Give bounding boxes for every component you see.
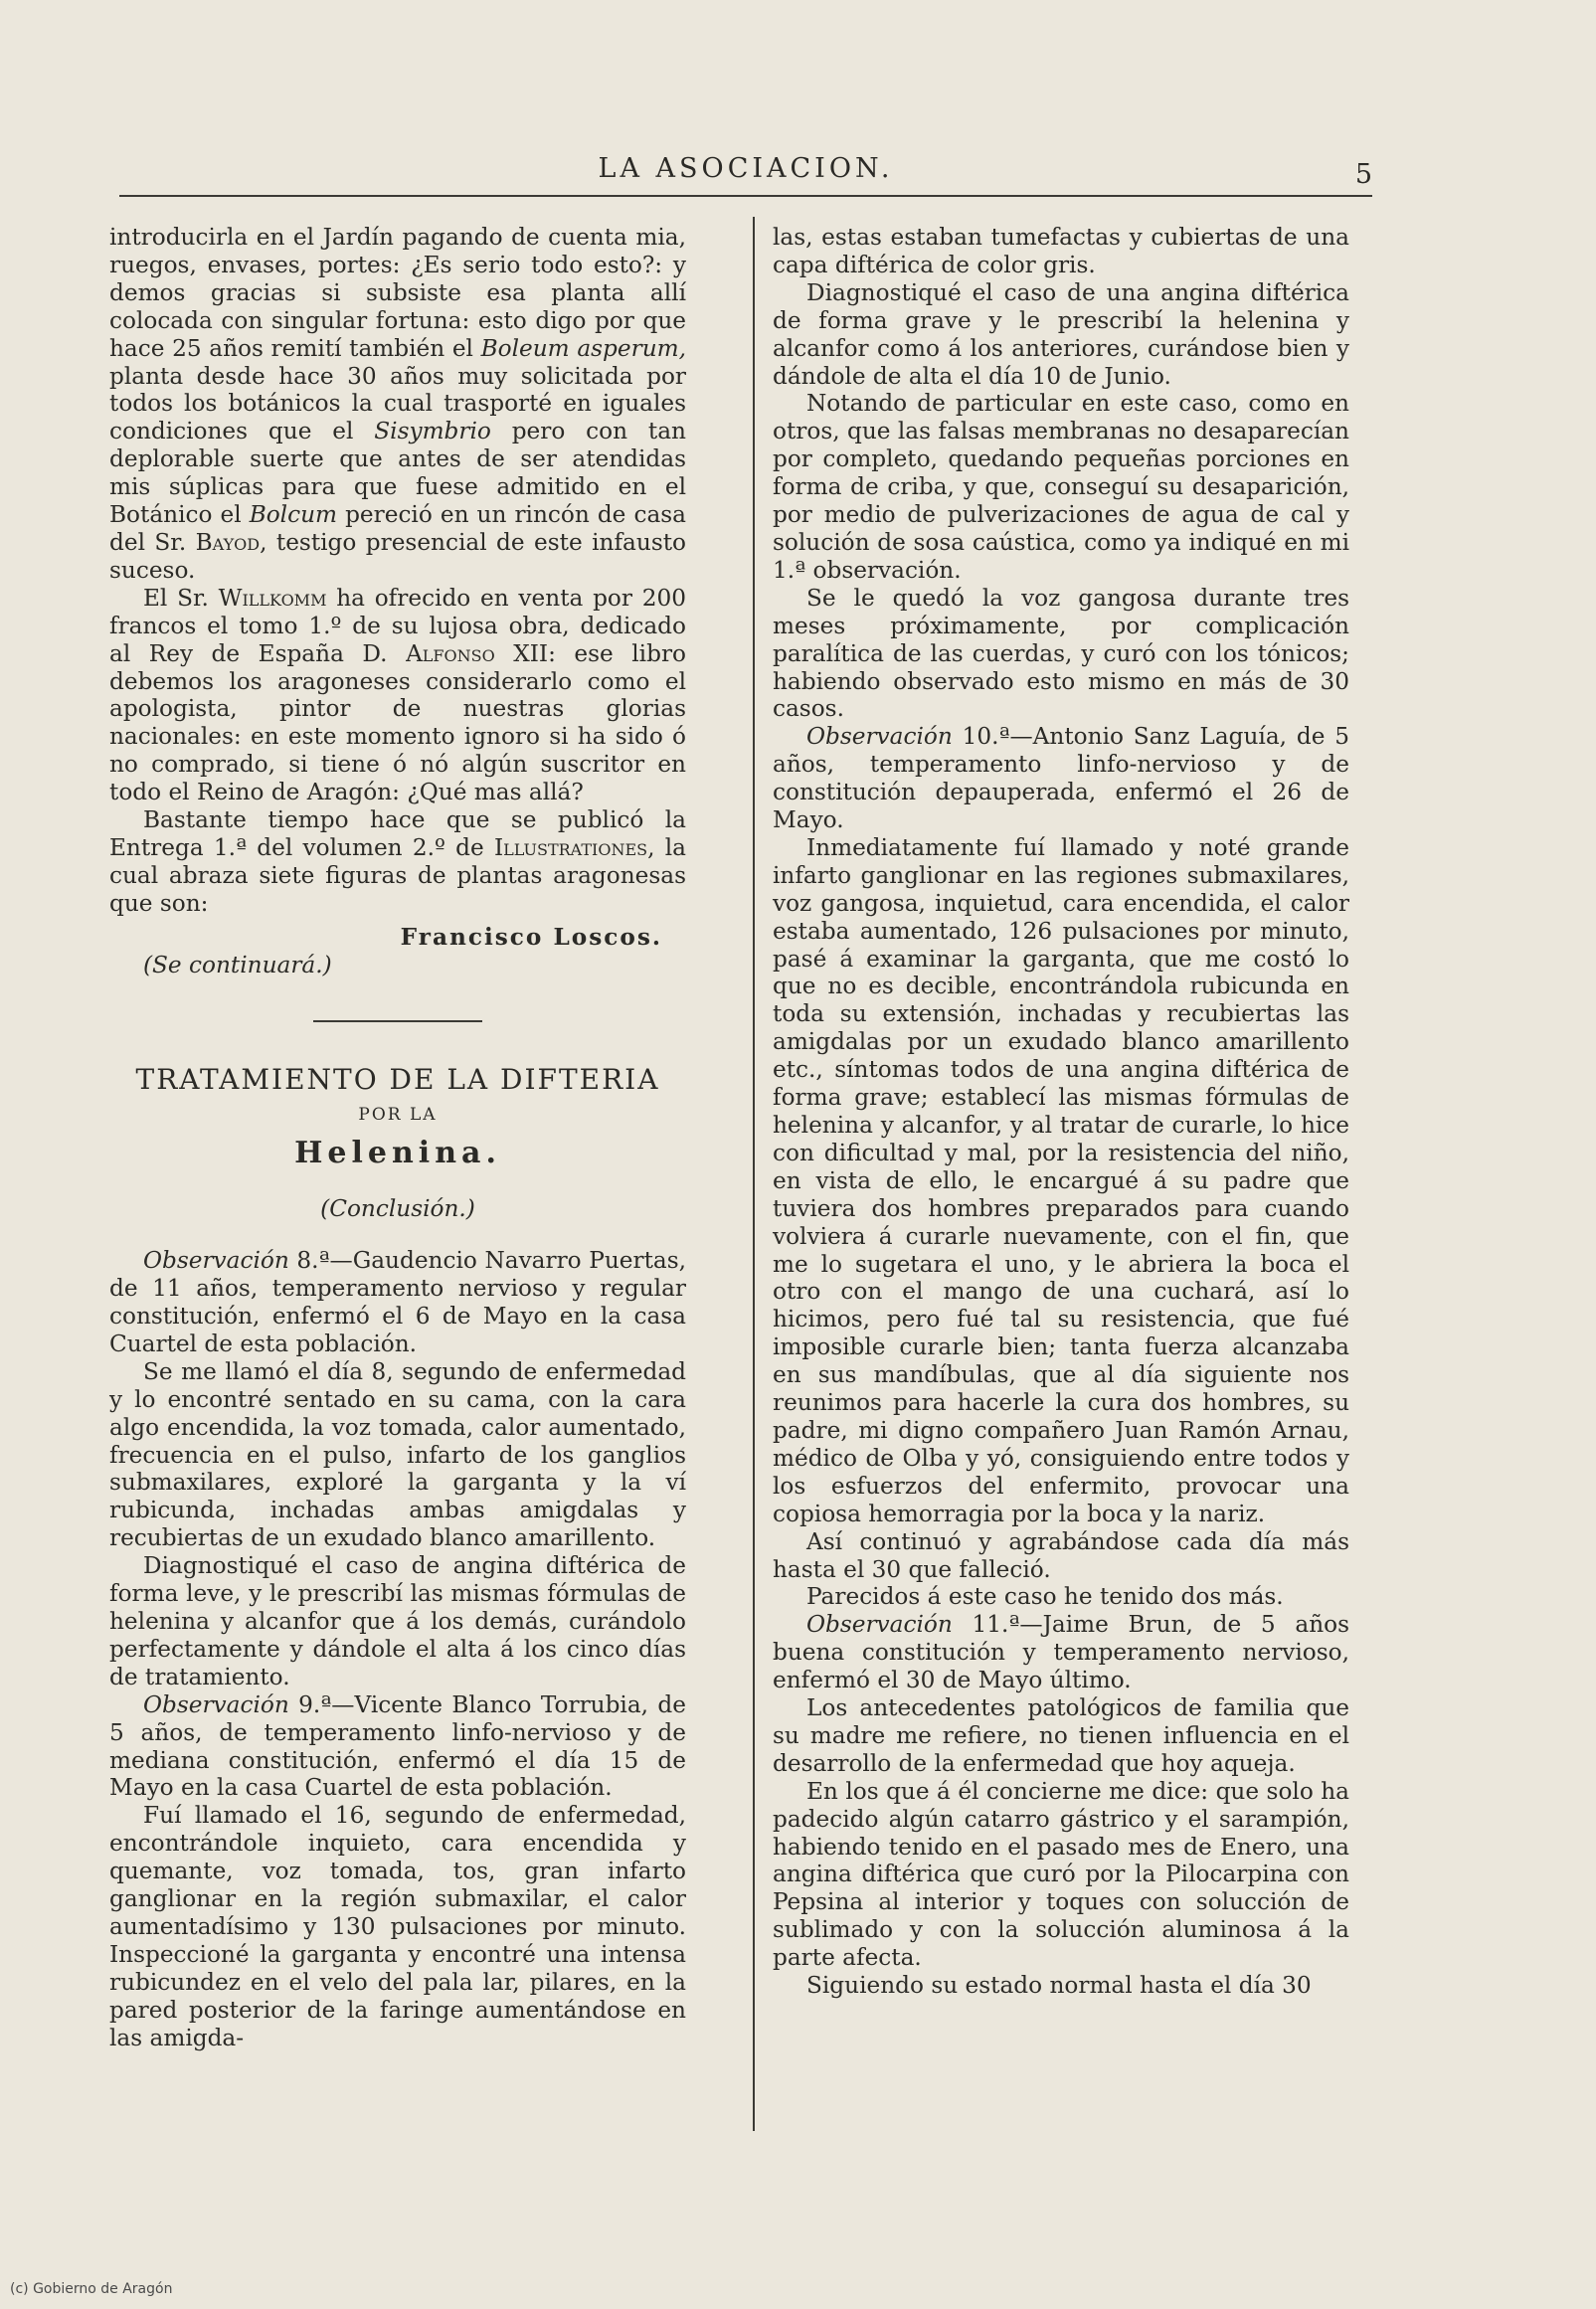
paragraph: Observación 10.ª—Antonio Sanz Laguía, de 5 años, temperamento linfo-nervioso y de constitución depauperada, enfermó el 26 de Mayo. xyxy=(773,723,1349,834)
article-name: Helenina. xyxy=(294,1136,501,1171)
paragraph: Diagnostiqué el caso de angina diftérica de forma leve, y le prescribí las mismas fórmulas de helenina y alcanfor que á los demás, curándolo perfectamente y dándole el alta á los cinco días de tratamiento. xyxy=(109,1552,686,1690)
section-separator xyxy=(109,1006,686,1034)
paragraph: Se me llamó el día 8, segundo de enfermedad y lo encontré sentado en su cama, con la cara algo encendida, la voz tomada, calor aumentado, frecuencia en el pulso, infarto de los ganglios submaxilares, exploré la garganta y la ví rubicunda, inchadas ambas amigdalas y recubiertas de un exudado blanco amarillento. xyxy=(109,1357,686,1552)
paragraph: Inmediatamente fuí llamado y noté grande infarto ganglionar en las regiones submaxilares, voz gangosa, inquietud, cara encendida, el calor estaba aumentado, 126 pulsaciones por minuto, pasé á examinar la garganta, que me costó lo que no es decible, encontrándola rubicunda en toda su extensión, inchadas y recubiertas las amigdalas por un exudado blanco amarillento etc., síntomas todos de una angina diftérica de forma grave; establecí las mismas fórmulas de helenina y alcanfor, y al tratar de curarle, lo hice con dificultad y mal, por la resistencia del niño, en vista de ello, le encargué á su padre que tuviera dos hombres preparados para cuando volviera á curarle nuevamente, con el fin, que me lo sugetara el uno, y le abriera la boca el otro con el mango de una cuchará, así lo hicimos, pero fué tal su resistencia, que fué imposible curarle bien; tanta fuerza alcanzaba en sus mandíbulas, que al día siguiente nos reunimos para hacerle la cura dos hombres, su padre, mi digno compañero Juan Ramón Arnau, médico de Olba y yó, consiguiendo entre todos y los esfuerzos del enfermito, provocar una copiosa hemorragia por la boca y la nariz. xyxy=(773,833,1349,1527)
paragraph: introducirla en el Jardín pagando de cuenta mia, ruegos, envases, portes: ¿Es serio todo esto?: y demos gracias si subsiste esa planta allí colocada con singular fortuna: esto digo por que hace 25 años remití también el Boleum asperum, planta desde hace 30 años muy solicitada por todos los botánicos la cual trasporté en iguales condiciones que el Sisymbrio pero con tan deplorable suerte que antes de ser atendidas mis súplicas para que fuese admitido en el Botánico el Bolcum pereció en un rincón de casa del Sr. Bayod, testigo presencial de este infausto suceso. xyxy=(109,224,686,584)
paragraph: Observación 8.ª—Gaudencio Navarro Puertas, de 11 años, temperamento nervioso y regular constitución, enfermó el 6 de Mayo en la casa Cuartel de esta población. xyxy=(109,1247,686,1357)
conclusion-note: (Conclusión.) xyxy=(320,1195,475,1223)
article-title: TRATAMIENTO DE LA DIFTERIA xyxy=(135,1063,660,1097)
paragraph: las, estas estaban tumefactas y cubiertas de una capa diftérica de color gris. xyxy=(773,224,1349,278)
paragraph: Parecidos á este caso he tenido dos más. xyxy=(806,1583,1284,1611)
continued-note: (Se continuará.) xyxy=(143,951,332,978)
paragraph: El Sr. Willkomm ha ofrecido en venta por 200 francos el tomo 1.º de su lujosa obra, dedicado al Rey de España D. Alfonso XII: ese libro debemos los aragoneses considerarlo como el apologista, pintor de nuestras glorias nacionales: en este momento ignoro si ha sido ó no comprado, si tiene ó nó algún suscritor en todo el Reino de Aragón: ¿Qué mas allá? xyxy=(109,584,686,806)
author-signature: Francisco Loscos. xyxy=(400,923,662,951)
paragraph: Los antecedentes patológicos de familia que su madre me refiere, no tienen influencia en el desarrollo de la enfermedad que hoy aqueja. xyxy=(773,1694,1349,1777)
article-subtitle: POR LA xyxy=(358,1105,438,1126)
paragraph: Siguiendo su estado normal hasta el día 30 xyxy=(806,1972,1312,2000)
left-column xyxy=(109,224,686,2051)
right-column xyxy=(773,224,1349,2000)
column-divider xyxy=(753,217,755,2131)
page-header xyxy=(119,149,1372,199)
paragraph: Bastante tiempo hace que se publicó la Entrega 1.ª del volumen 2.º de Illustrationes, la cual abraza siete figuras de plantas aragonesas que son: xyxy=(109,806,686,917)
paragraph: Observación 9.ª—Vicente Blanco Torrubia, de 5 años, de temperamento linfo-nervioso y de mediana constitución, enfermó el día 15 de Mayo en la casa Cuartel de esta población. xyxy=(109,1690,686,1802)
paragraph: Se le quedó la voz gangosa durante tres meses próximamente, por complicación paralítica de las cuerdas, y curó con los tónicos; habiendo observado esto mismo en más de 30 casos. xyxy=(773,584,1349,723)
paragraph: Así continuó y agrabándose cada día más hasta el 30 que falleció. xyxy=(773,1527,1349,1583)
header-rule xyxy=(119,195,1372,197)
paragraph: Observación 11.ª—Jaime Brun, de 5 años buena constitución y temperamento nervioso, enfermó el 30 de Mayo último. xyxy=(773,1611,1349,1694)
watermark: (c) Gobierno de Aragón xyxy=(10,2281,173,2297)
paragraph: Diagnostiqué el caso de una angina diftérica de forma grave y le prescribí la helenina y alcanfor como á los anteriores, curándose bien y dándole de alta el día 10 de Junio. xyxy=(773,278,1349,390)
paragraph: En los que á él concierne me dice: que solo ha padecido algún catarro gástrico y el sarampión, habiendo tenido en el pasado mes de Enero, una angina diftérica que curó por la Pilocarpina con Pepsina al interior y toques con solucción de sublimado y con la solucción aluminosa á la parte afecta. xyxy=(773,1777,1349,1972)
page-number: 5 xyxy=(1354,159,1372,190)
paragraph: Fuí llamado el 16, segundo de enfermedad, encontrándole inquieto, cara encendida y quemante, voz tomada, tos, gran infarto ganglionar en la región submaxilar, el calor aumentadísimo y 130 pulsaciones por minuto. Inspeccioné la garganta y encontré una intensa rubicundez en el velo del pala lar, pilares, en la pared posterior de la faringe aumentándose en las amigda- xyxy=(109,1802,686,2051)
running-title: LA ASOCIACION. xyxy=(598,153,894,184)
paragraph: Notando de particular en este caso, como en otros, que las falsas membranas no desaparecían por completo, quedando pequeñas porciones en forma de criba, y que, conseguí su desaparición, por medio de pulverizaciones de agua de cal y solución de sosa caústica, como ya indiqué en mi 1.ª observación. xyxy=(773,390,1349,584)
